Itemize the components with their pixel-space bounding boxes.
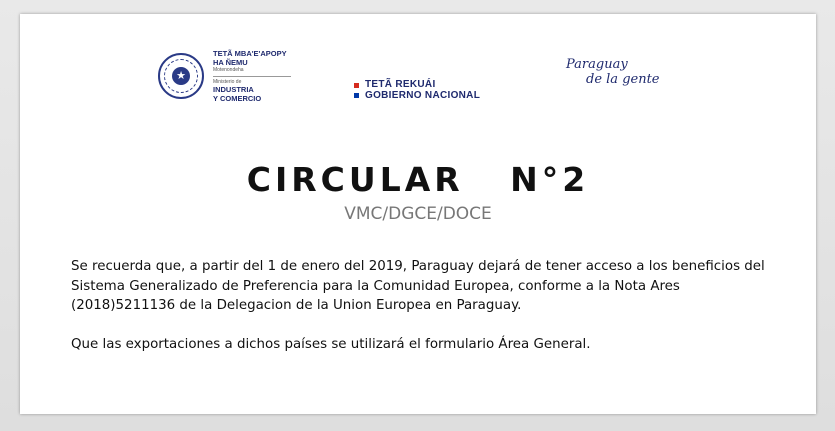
body-paragraph-1: Se recuerda que, a partir del 1 de enero del 2019, Paraguay dejará de tener acceso a los beneficios del Sistema Generalizado de Preferencia para la Comunidad Europea, conforme a la Nota Ares (2018)5211136 de la Delegacion de la Union Europea en Paraguay. xyxy=(71,259,765,313)
circular-card xyxy=(20,14,816,414)
ministry-logo-line5: INDUSTRIA xyxy=(213,85,254,94)
paraguay-seal-icon xyxy=(158,53,204,99)
ministry-logo-line4: Ministerio de xyxy=(213,79,242,85)
paraguay-logo-line1: Paraguay xyxy=(566,57,628,72)
ministry-logo-line6: Y COMERCIO xyxy=(213,93,262,103)
government-logo-line2: GOBIERNO NACIONAL xyxy=(365,89,481,101)
government-logo xyxy=(354,80,480,101)
document-title: CIRCULAR N°2 xyxy=(246,160,590,199)
ministry-logo-text xyxy=(213,50,291,102)
ministry-logo xyxy=(158,50,291,102)
ministry-logo-line3: Motenondeha xyxy=(213,68,291,77)
star-icon: ★ xyxy=(172,67,190,85)
flag-icon xyxy=(354,83,359,99)
body-paragraph-2: Que las exportaciones a dichos países se utilizará el formulario Área General. xyxy=(71,336,591,352)
paraguay-logo-line2: de la gente xyxy=(586,71,660,87)
government-logo-line1: TETÃ REKUÁI xyxy=(365,79,436,90)
document-subtitle: VMC/DGCE/DOCE xyxy=(344,204,492,224)
ministry-logo-line1: TETÃ MBA'E'APOPY xyxy=(213,49,287,58)
document-body xyxy=(71,257,771,354)
paraguay-de-la-gente-logo xyxy=(566,58,660,88)
ministry-logo-line2: HA ÑEMU xyxy=(213,57,248,67)
